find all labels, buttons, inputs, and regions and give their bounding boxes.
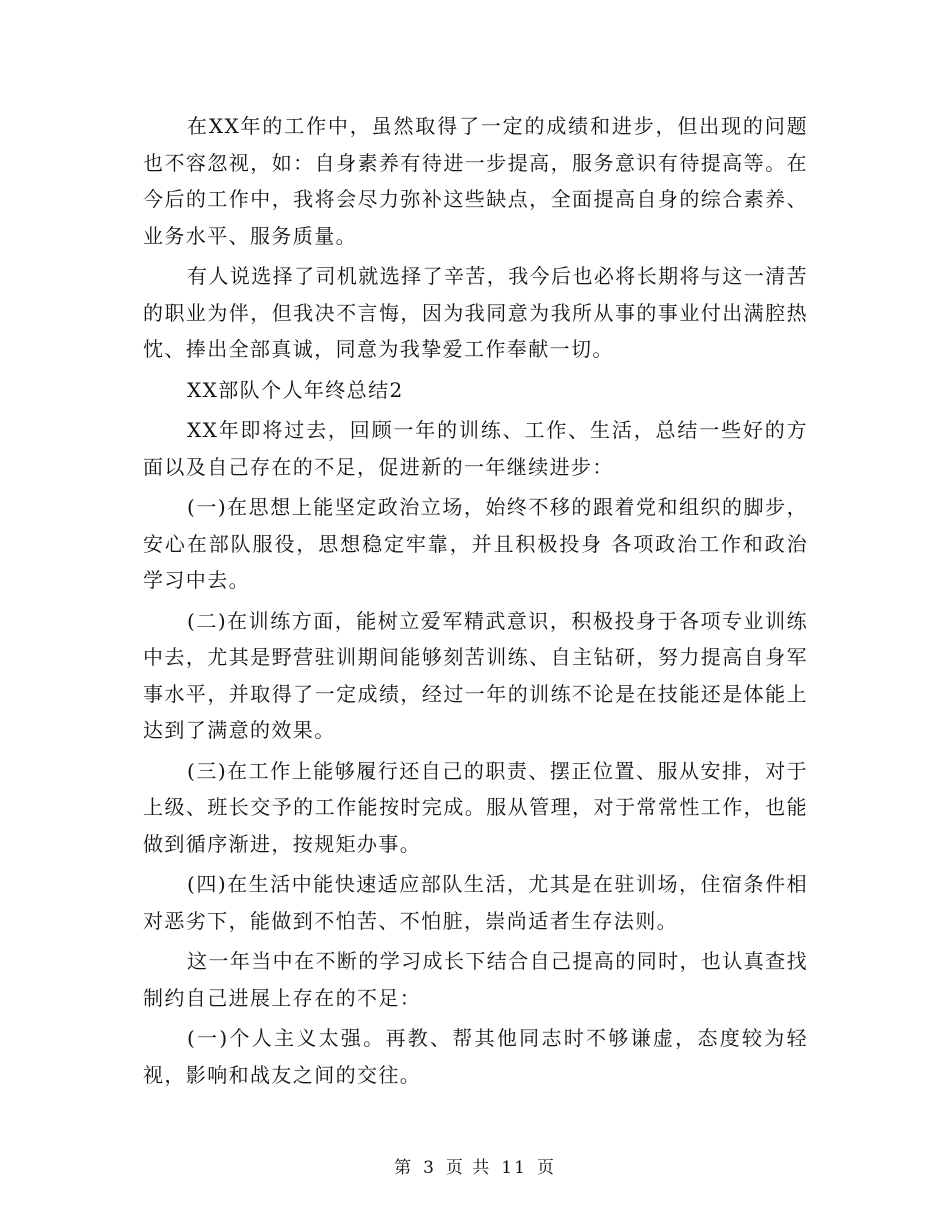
section-heading: XX部队个人年终总结2 — [187, 377, 404, 402]
paragraph-intro: XX年即将过去，回顾一年的训练、工作、生活，总结一些好的方面以及自己存在的不足，促进新的一年继续进步： — [143, 418, 808, 479]
page-footer — [0, 1153, 950, 1178]
footer-middle: 页 共 — [445, 1158, 492, 1178]
paragraph-shortcoming-1: (一)个人主义太强。再教、帮其他同志时不够谦虚，态度较为轻视，影响和战友之间的交往。 — [143, 1026, 808, 1087]
footer-total-pages: 11 — [501, 1158, 527, 1178]
paragraph-item-4: (四)在生活中能快速适应部队生活，尤其是在驻训场，住宿条件相对恶劣下，能做到不怕苦、不怕脏，崇尚适者生存法则。 — [143, 872, 808, 933]
footer-prefix: 第 — [394, 1158, 414, 1178]
paragraph-1: 在XX年的工作中，虽然取得了一定的成绩和进步，但出现的问题也不容忽视，如：自身素养有待进一步提高，服务意识有待提高等。在今后的工作中，我将会尽力弥补这些缺点，全面提高自身的综合素养、业务水平、服务质量。 — [143, 114, 808, 248]
paragraph-shortcomings: 这一年当中在不断的学习成长下结合自己提高的同时，也认真查找制约自己进展上存在的不足： — [143, 949, 808, 1010]
footer-page-number: 3 — [423, 1158, 436, 1178]
paragraph-item-2: (二)在训练方面，能树立爱军精武意识，积极投身于各项专业训练中去，尤其是野营驻训期间能够刻苦训练、自主钻研，努力提高自身军事水平，并取得了一定成绩，经过一年的训练不论是在技能还是体能上达到了满意的效果。 — [143, 608, 808, 742]
paragraph-item-3: (三)在工作上能够履行还自己的职责、摆正位置、服从安排，对于上级、班长交予的工作能按时完成。服从管理，对于常常性工作，也能做到循序渐进，按规矩办事。 — [143, 758, 808, 856]
document-body — [143, 108, 808, 1097]
footer-suffix: 页 — [536, 1158, 556, 1178]
paragraph-item-1: (一)在思想上能坚定政治立场，始终不移的跟着党和组织的脚步，安心在部队服役，思想稳定牢靠，并且积极投身 各项政治工作和政治学习中去。 — [143, 495, 808, 592]
paragraph-2: 有人说选择了司机就选择了辛苦，我今后也必将长期将与这一清苦的职业为伴，但我决不言悔，因为我同意为我所从事的事业付出满腔热忱、捧出全部真诚，同意为我挚爱工作奉献一切。 — [143, 264, 808, 361]
